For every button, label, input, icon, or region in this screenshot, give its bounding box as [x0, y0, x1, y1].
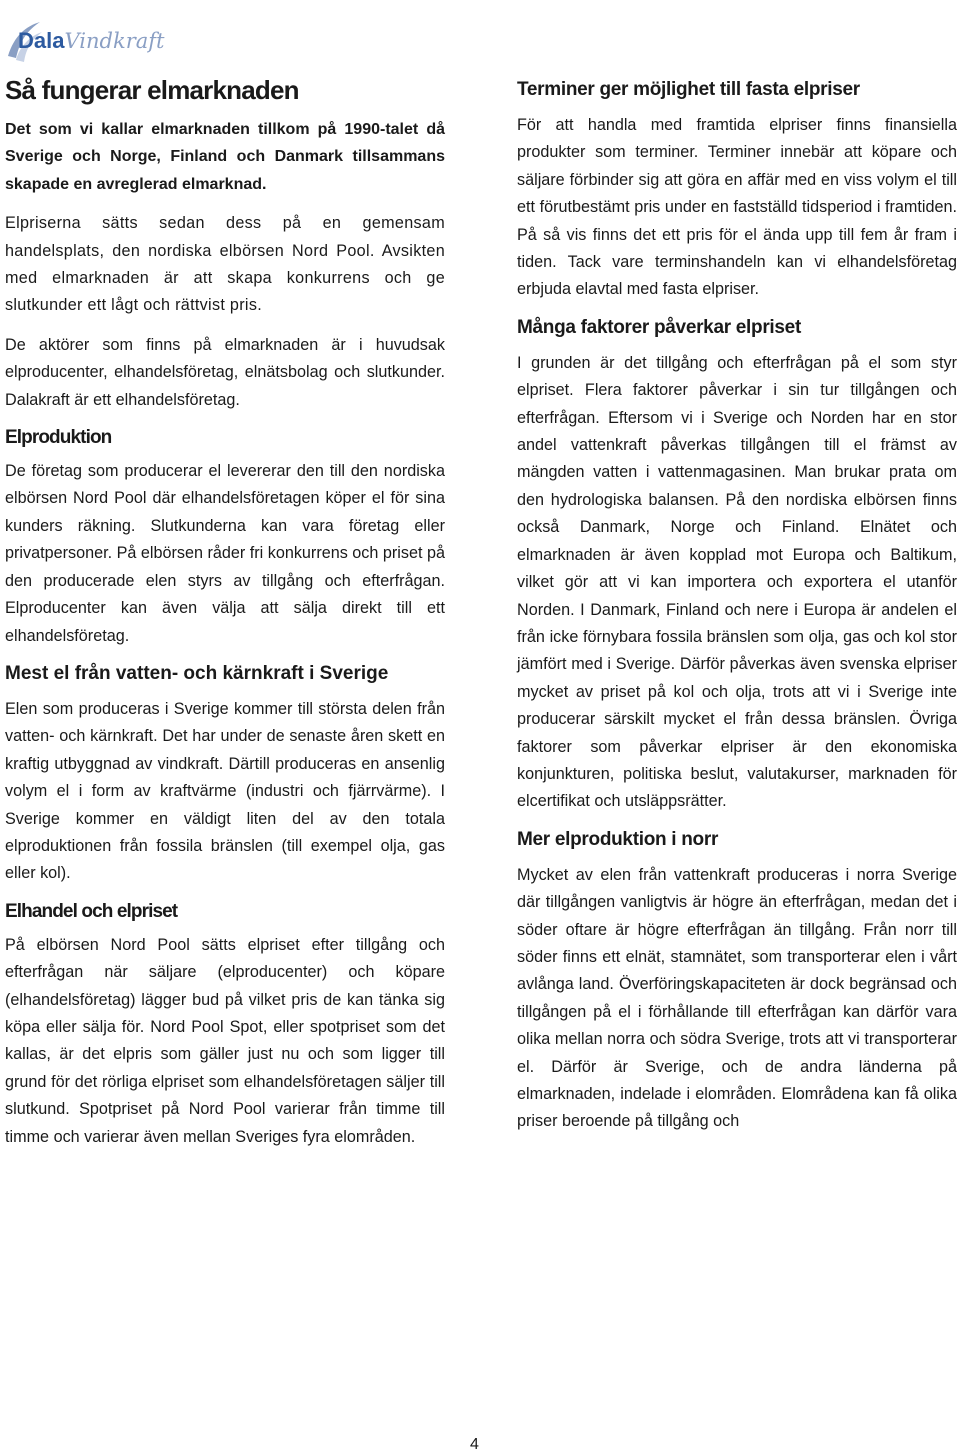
- lead-paragraph: Det som vi kallar elmarknaden tillkom på 1990-talet då Sverige och Norge, Finland och Danmark tillsammans skapade en avreglerad elmarknad.: [5, 121, 445, 193]
- heading-elproduktion: Elproduktion: [5, 427, 112, 449]
- paragraph-aktorer: De aktörer som finns på elmarknaden är i huvudsak elproducenter, elhandelsföretag, elnätsbolag och slutkunder. Dalakraft är ett elhandelsföretag.: [5, 335, 445, 409]
- page-number: 4: [470, 1436, 479, 1453]
- left-column: [5, 70, 445, 1163]
- logo: [4, 16, 194, 68]
- right-column: [517, 70, 957, 1148]
- heading-norr: Mer elproduktion i norr: [517, 828, 719, 850]
- heading-mest-el: Mest el från vatten- och kärnkraft i Sverige: [5, 662, 389, 684]
- paragraph-terminer: För att handla med framtida elpriser finns finansiella produkter som terminer. Terminer innebär att köpare och säljare förbinder sig att göra en affär med en viss volym el till ett förutbestämt pris under en fastställd tidsperiod i framtiden. På så vis finns det ett pris för el ända upp till fem år fram i tiden. Tack vare terminshandeln kan vi elhandelsföretag erbjuda elavtal med fasta elpriser.: [517, 116, 957, 299]
- paragraph-mest-el: Elen som produceras i Sverige kommer till största delen från vatten- och kärnkraft. Det har under de senaste åren skett en kraftig utbyggnad av vindkraft. Därtill produceras en ansenlig volym el i form av kraftvärme (industri och fjärrvärme). I Sverige kommer en väldigt liten del av den totala elproduktionen från fossila bränslen (till exempel olja, gas eller kol).: [5, 699, 445, 883]
- paragraph-elpriserna: Elpriserna sätts sedan dess på en gemensam handelsplats, den nordiska elbörsen Nord Pool. Avsikten med elmarknaden är att skapa konkurrens och ge slutkunder ett lågt och rättvist pris.: [5, 214, 445, 315]
- heading-elhandel: Elhandel och elpriset: [5, 900, 178, 922]
- paragraph-norr: Mycket av elen från vattenkraft produceras i norra Sverige där tillgången vanligtvis är högre än efterfrågan, medan det i söder oftare är högre efterfrågan än tillgång. Från norr till söder finns ett elnät, stamnätet, som transporterar elen i vårt avlånga land. Överföringskapaciteten är dock begränsad och tillgången på el i förhållande till efterfrågan kan därför vara olika mellan norra och södra Sverige, trots att vi transporterar el. Därför är Sverige, och de andra länderna på elmarknaden, indelade i elområden. Elområdena kan få olika priser beroende på tillgång och: [517, 865, 957, 1131]
- paragraph-elproduktion: De företag som producerar el levererar den till den nordiska elbörsen Nord Pool där elhandelsföretagen köper el för sina kunders räkning. Slutkunderna kan vara företag eller privatpersoner. På elbörsen råder fri konkurrens och priset på den producerade elen styrs av tillgång och efterfrågan. Elproducenter kan även välja att sälja direkt till ett elhandelsföretag.: [5, 462, 445, 645]
- logo-part-vindkraft: Vindkraft: [64, 29, 165, 53]
- paragraph-elhandel: På elbörsen Nord Pool sätts elpriset efter tillgång och efterfrågan när säljare (elproducenter) och köpare (elhandelsföretag) lägger bud på vilket pris de kan tänka sig köpa eller sälja för. Nord Pool Spot, eller spotpriset som det kallas, är det elpris som gäller just nu och som ligger till grund för det rörliga elpriset som elhandelsföretagen säljer till slutkund. Spotpriset på Nord Pool varierar från timme till timme och varierar även mellan Sveriges fyra elområden.: [5, 935, 445, 1146]
- logo-part-dala: Dala: [18, 28, 65, 53]
- logo-wordmark: [18, 28, 164, 54]
- page-title: Så fungerar elmarknaden: [5, 75, 299, 105]
- heading-faktorer: Många faktorer påverkar elpriset: [517, 316, 801, 338]
- heading-terminer: Terminer ger möjlighet till fasta elpriser: [517, 79, 860, 100]
- paragraph-faktorer: I grunden är det tillgång och efterfrågan på el som styr elpriset. Flera faktorer påverkar i sin tur tillgången och efterfrågan. Eftersom vi i Sverige och Norden har en stor andel vattenkraft påverkas tillgången till el främst av mängden vatten i vattenmagasinen. Man brukar prata om den hydrologiska balansen. På den nordiska elbörsen finns också Danmark, Norge och Finland. Elnätet och elmarknaden är även kopplad mot Europa och Baltikum, vilket gör att vi kan importera och exportera el utanför Norden. I Danmark, Finland och nere i Europa är andelen el från icke förnybara fossila bränslen som olja, gas och kol stor jämfört med i Sverige. Därför påverkas även svenska elpriser mycket av priset på kol och olja, trots att vi i Sverige inte producerar särskilt mycket el från dessa bränslen. Övriga faktorer som påverkar elpriser är den ekonomiska konjunkturen, politiska beslut, valutakurser, marknaden för elcertifikat och utsläppsrätter.: [517, 353, 957, 811]
